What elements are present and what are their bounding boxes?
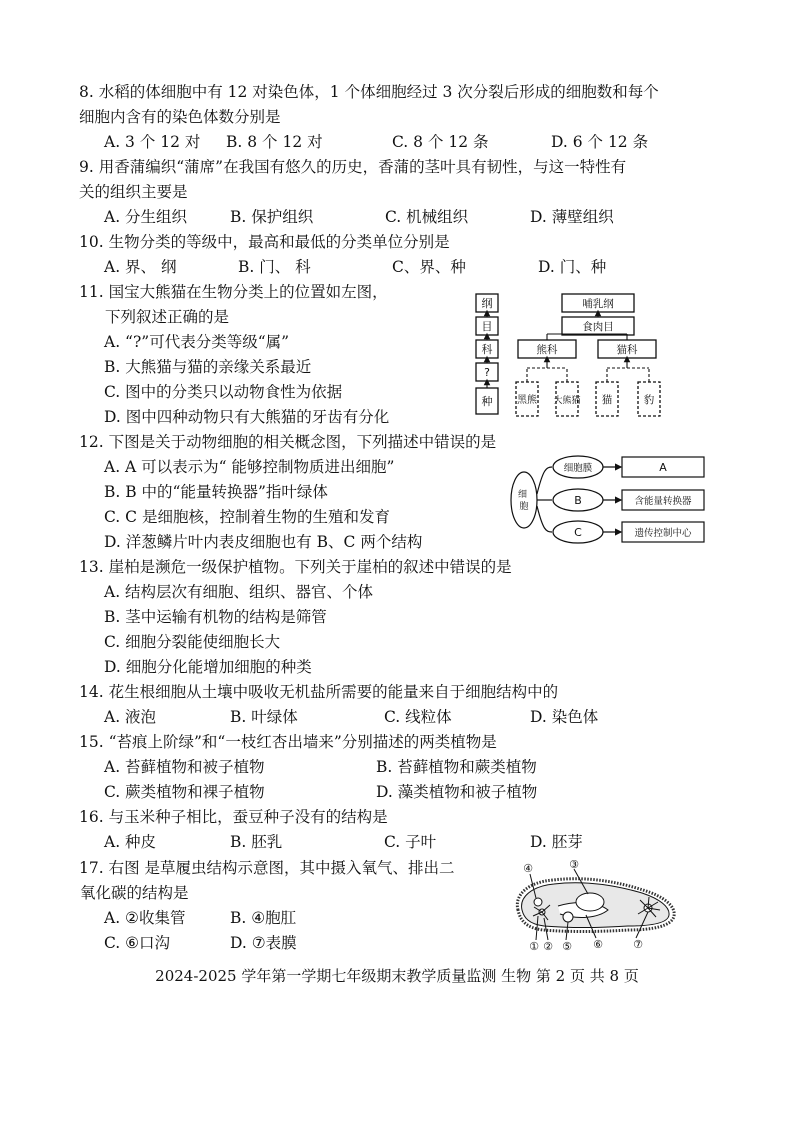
food-vacuole: [563, 912, 573, 922]
q12-option-a: A. A 可以表示为“ 能够控制物质进出细胞”: [104, 458, 395, 476]
class-label: 哺乳纲: [582, 298, 614, 310]
q13-option-a: A. 结构层次有细胞、组织、器官、个体: [104, 583, 374, 601]
q11-classification-diagram: [470, 290, 700, 425]
q9-option-a: A. 分生组织: [104, 208, 188, 226]
q8-stem-line1: 8. 水稻的体细胞中有 12 对染色体，1 个体细胞经过 3 次分裂后形成的细胞数和每个: [79, 83, 659, 101]
q13-option-d: D. 细胞分化能增加细胞的种类: [104, 658, 312, 676]
q17-option-d: D. ⑦表膜: [230, 934, 297, 952]
q16-option-c: C. 子叶: [384, 833, 437, 851]
q10-option-c: C、界、种: [392, 258, 466, 276]
q14-option-a: A. 液泡: [104, 708, 157, 726]
species-leopard-label: 豹: [643, 394, 655, 406]
q17-option-c: C. ⑥口沟: [104, 934, 171, 952]
q17-stem-line1: 17. 右图 是草履虫结构示意图，其中摄入氧气、排出二: [79, 859, 455, 877]
q12-cell-concept-map: [508, 450, 708, 550]
q9-stem-line2: 关的组织主要是: [79, 183, 188, 201]
rank-species-label: 种: [481, 395, 493, 408]
q15-option-c: C. 蕨类植物和裸子植物: [104, 783, 265, 801]
q9-option-d: D. 薄壁组织: [530, 208, 614, 226]
q16-stem: 16. 与玉米种子相比，蚕豆种子没有的结构是: [79, 808, 388, 826]
cell-root-label: [518, 489, 530, 512]
q8-option-a: A. 3 个 12 对: [104, 133, 201, 151]
label-4: ④: [523, 862, 533, 875]
rank-order-label: 目: [481, 320, 493, 333]
q11-option-b: B. 大熊猫与猫的亲缘关系最近: [104, 358, 312, 376]
page-footer: 2024-2025 学年第一学期七年级期末教学质量监测 生物 第 2 页 共 8 页: [155, 967, 639, 985]
macronucleus: [576, 893, 604, 911]
q17-option-b: B. ④胞肛: [230, 909, 297, 927]
q8-option-b: B. 8 个 12 对: [226, 133, 323, 151]
q13-stem: 13. 崖柏是濒危一级保护植物。下列关于崖柏的叙述中错误的是: [79, 558, 512, 576]
q13-option-c: C. 细胞分裂能使细胞长大: [104, 633, 281, 651]
q9-option-c: C. 机械组织: [385, 208, 469, 226]
rank-class-label: 纲: [481, 297, 493, 310]
q10-stem: 10. 生物分类的等级中，最高和最低的分类单位分别是: [79, 233, 450, 251]
q15-stem: 15. “苔痕上阶绿”和“一枝红杏出墙来”分别描述的两类植物是: [79, 733, 497, 751]
rank-family-label: 科: [481, 343, 493, 356]
q15-option-d: D. 藻类植物和被子植物: [376, 783, 538, 801]
q10-option-b: B. 门、 科: [238, 258, 311, 276]
q17-stem-line2: 氧化碳的结构是: [80, 884, 189, 902]
q17-option-a: A. ②收集管: [104, 909, 186, 927]
family-bear-label: 熊科: [536, 344, 558, 356]
q15-option-a: A. 苔藓植物和被子植物: [104, 758, 265, 776]
rank-genus-label: ?: [484, 366, 490, 379]
family-cat-label: 猫科: [616, 344, 638, 356]
q14-option-d: D. 染色体: [530, 708, 599, 726]
q12-option-b: B. B 中的“能量转换器”指叶绿体: [104, 483, 328, 501]
species-blackbear-label: 黑熊: [517, 395, 537, 406]
label-5: ⑤: [562, 940, 572, 952]
c-label: C: [574, 526, 582, 539]
q16-option-a: A. 种皮: [104, 833, 157, 851]
q12-option-d: D. 洋葱鳞片叶内表皮细胞也有 B、C 两个结构: [104, 533, 423, 551]
q10-option-a: A. 界、 纲: [104, 258, 177, 276]
q9-stem-line1: 9. 用香蒲编织“蒲席”在我国有悠久的历史，香蒲的茎叶具有韧性，与这一特性有: [79, 158, 627, 176]
q14-option-c: C. 线粒体: [384, 708, 452, 726]
q11-stem-line1: 11. 国宝大熊猫在生物分类上的位置如左图，: [79, 283, 388, 301]
q11-stem-line2: 下列叙述正确的是: [105, 308, 230, 326]
q16-option-d: D. 胚芽: [530, 833, 583, 851]
q12-stem: 12. 下图是关于动物细胞的相关概念图，下列描述中错误的是: [79, 433, 497, 451]
q11-option-a: A. “?”可代表分类等级“属”: [104, 333, 290, 351]
paramecium-diagram: [508, 860, 688, 952]
a-label: A: [659, 461, 667, 474]
label-1: ①: [529, 940, 539, 952]
q9-option-b: B. 保护组织: [230, 208, 314, 226]
genetic-label: 遗传控制中心: [634, 528, 692, 539]
q16-option-b: B. 胚乳: [230, 833, 283, 851]
b-label: B: [574, 494, 582, 507]
membrane-label: 细胞膜: [563, 463, 593, 474]
order-label: 食肉目: [582, 321, 614, 333]
energy-label: 含能量转换器: [634, 496, 692, 507]
q14-stem: 14. 花生根细胞从土壤中吸收无机盐所需要的能量来自于细胞结构中的: [79, 683, 559, 701]
cell-root-char2: 胞: [519, 502, 529, 512]
label-2: ②: [543, 940, 553, 952]
cell-root-ellipse: [511, 472, 537, 528]
label-3: ③: [569, 860, 579, 871]
q11-option-d: D. 图中四种动物只有大熊猫的牙齿有分化: [104, 408, 390, 426]
q12-option-c: C. C 是细胞核，控制着生物的生殖和发育: [104, 508, 390, 526]
q8-option-c: C. 8 个 12 条: [392, 133, 489, 151]
contractile-vacuole-1: [534, 898, 542, 906]
q8-option-d: D. 6 个 12 条: [551, 133, 649, 151]
q15-option-b: B. 苔藓植物和蕨类植物: [376, 758, 537, 776]
label-6: ⑥: [593, 938, 603, 951]
q11-option-c: C. 图中的分类只以动物食性为依据: [104, 383, 343, 401]
species-cat-label: 猫: [601, 394, 613, 406]
q10-option-d: D. 门、种: [538, 258, 607, 276]
q8-stem-line2: 细胞内含有的染色体数分别是: [79, 108, 281, 126]
q13-option-b: B. 茎中运输有机物的结构是筛管: [104, 608, 327, 626]
cell-root-char1: 细: [518, 490, 528, 500]
label-7: ⑦: [633, 938, 643, 951]
species-panda-label: 大熊猫: [553, 396, 581, 406]
q14-option-b: B. 叶绿体: [230, 708, 298, 726]
